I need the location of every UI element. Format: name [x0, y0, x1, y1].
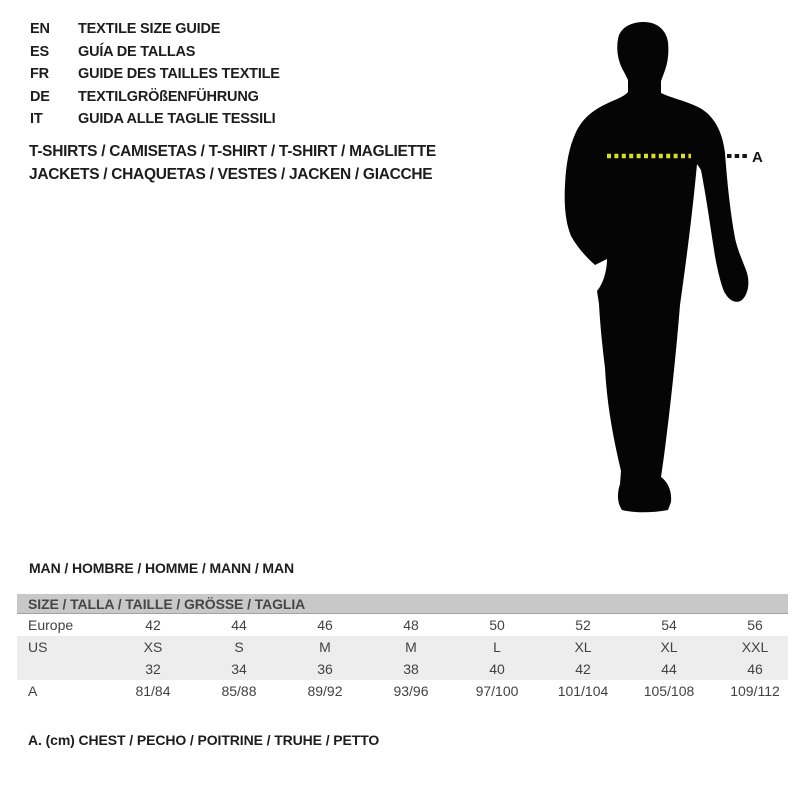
size-cell: S	[234, 639, 244, 655]
language-row	[30, 63, 280, 86]
man-silhouette-figure	[530, 10, 800, 530]
size-table-header: SIZE / TALLA / TAILLE / GRÖSSE / TAGLIA	[17, 594, 788, 614]
size-cell: 34	[231, 661, 247, 677]
size-cell: XXL	[741, 639, 769, 655]
table-row	[17, 614, 788, 636]
size-cell: 97/100	[475, 683, 519, 699]
size-cell: 50	[489, 617, 505, 633]
language-code: IT	[30, 111, 43, 128]
size-cell: XL	[660, 639, 678, 655]
size-cell: 36	[317, 661, 333, 677]
category-titles	[29, 140, 436, 186]
size-cell: XS	[143, 639, 163, 655]
language-code: ES	[30, 43, 49, 60]
language-row	[30, 108, 280, 131]
size-cell: 101/104	[557, 683, 609, 699]
size-cell: 40	[489, 661, 505, 677]
language-label: TEXTILGRÖßENFÜHRUNG	[78, 88, 259, 105]
size-cell: 46	[747, 661, 763, 677]
size-cell: M	[319, 639, 331, 655]
size-cell: 32	[145, 661, 161, 677]
size-cell: 56	[747, 617, 763, 633]
size-table-rows	[17, 614, 798, 702]
language-row	[30, 41, 280, 64]
size-cell: 105/108	[643, 683, 695, 699]
size-table	[17, 594, 798, 702]
size-cell: 81/84	[135, 683, 171, 699]
row-label: US	[28, 639, 48, 655]
table-row	[17, 636, 788, 658]
size-cell: M	[405, 639, 417, 655]
size-cell: 38	[403, 661, 419, 677]
man-silhouette	[565, 22, 749, 512]
measurement-footnote: A. (cm) CHEST / PECHO / POITRINE / TRUHE / PETTO	[28, 732, 380, 748]
language-label: GUIDA ALLE TAGLIE TESSILI	[78, 111, 276, 128]
size-cell: 44	[661, 661, 677, 677]
size-cell: 48	[403, 617, 419, 633]
size-cell: 54	[661, 617, 677, 633]
language-label: TEXTILE SIZE GUIDE	[78, 21, 221, 38]
size-cell: 46	[317, 617, 333, 633]
language-row	[30, 86, 280, 109]
size-cell: 109/112	[730, 683, 780, 699]
language-code: EN	[30, 21, 50, 38]
category-line-tshirts: T-SHIRTS / CAMISETAS / T-SHIRT / T-SHIRT / MAGLIETTE	[29, 143, 436, 160]
language-label: GUÍA DE TALLAS	[78, 43, 196, 60]
measure-label-a: A	[752, 149, 763, 166]
section-title-man: MAN / HOMBRE / HOMME / MANN / MAN	[29, 560, 295, 576]
language-row	[30, 18, 280, 41]
language-code: FR	[30, 66, 49, 83]
size-cell: 93/96	[393, 683, 429, 699]
category-line-jackets: JACKETS / CHAQUETAS / VESTES / JACKEN / GIACCHE	[29, 166, 433, 183]
size-cell: 89/92	[307, 683, 343, 699]
size-cell: 44	[231, 617, 247, 633]
size-cell: 52	[575, 617, 591, 633]
row-label: A	[28, 683, 38, 699]
language-code: DE	[30, 88, 50, 105]
row-label: Europe	[28, 617, 74, 633]
size-cell: L	[493, 639, 501, 655]
table-row	[17, 680, 788, 702]
language-label: GUIDE DES TAILLES TEXTILE	[78, 66, 280, 83]
size-cell: 85/88	[221, 683, 257, 699]
size-cell: 42	[575, 661, 591, 677]
size-cell: 42	[145, 617, 161, 633]
size-cell: XL	[574, 639, 592, 655]
table-row	[17, 658, 788, 680]
language-list	[30, 18, 280, 131]
